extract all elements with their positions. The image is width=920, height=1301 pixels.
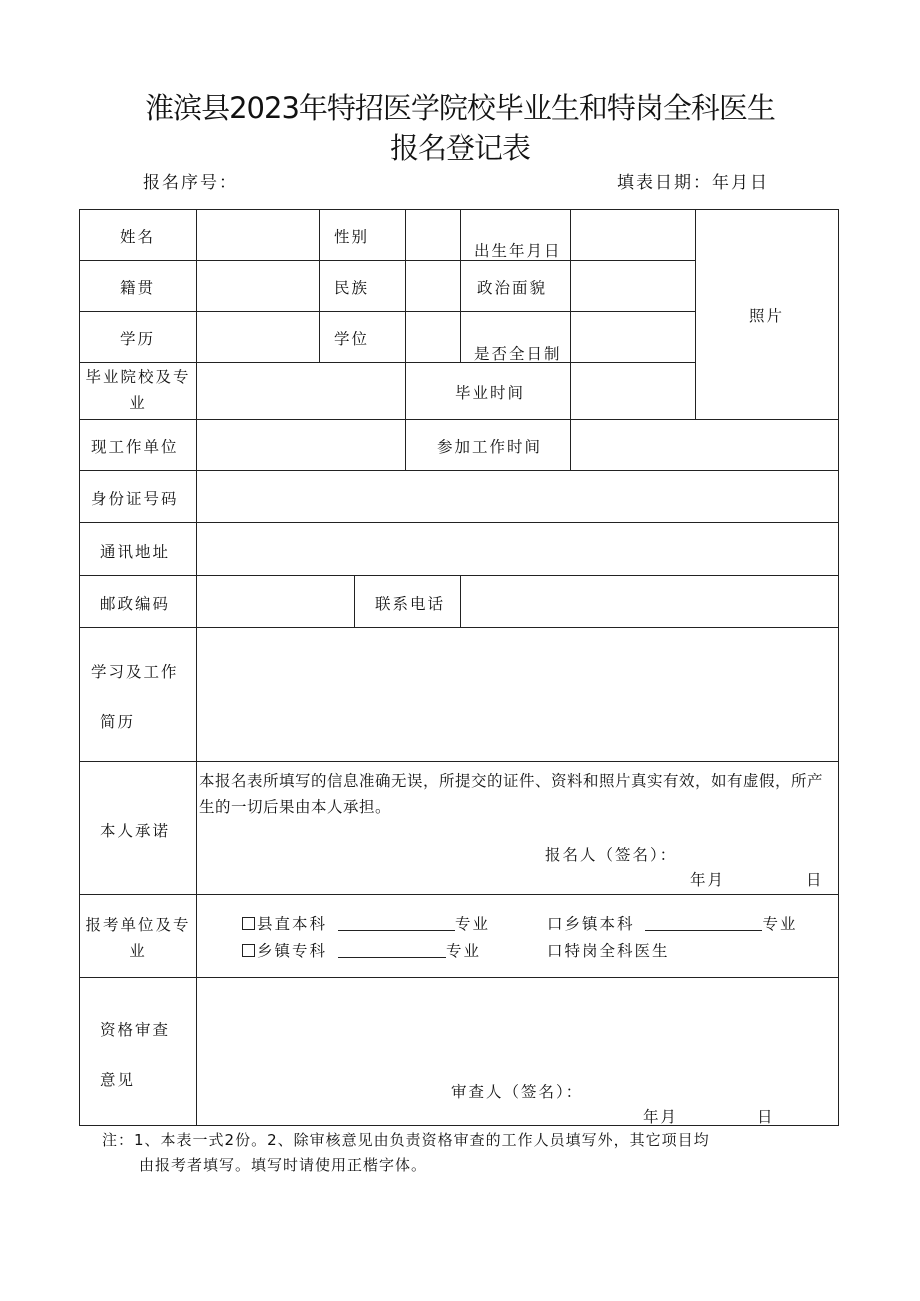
- label-phone: 联系电话: [375, 595, 446, 613]
- label-gender: 性别: [334, 228, 370, 246]
- checkbox-town-bachelor[interactable]: 口: [547, 915, 565, 933]
- serial-number-label: 报名序号：: [143, 173, 238, 193]
- label-resume-line2: 简历: [100, 713, 136, 731]
- review-signature-label: 审查人（签名）：: [451, 1083, 584, 1101]
- review-date-day: 日: [757, 1108, 775, 1126]
- label-postcode: 邮政编码: [100, 595, 171, 613]
- pledge-date-year-month: 年月: [690, 871, 726, 889]
- label-education: 学历: [120, 330, 156, 348]
- label-full-time: 是否全日制: [474, 345, 562, 363]
- option-town-bachelor[interactable]: 口乡镇本科 专业: [547, 915, 798, 933]
- checkbox-county-bachelor[interactable]: [242, 917, 255, 930]
- label-school-major: 毕业院校及专业: [85, 368, 191, 412]
- label-ethnicity: 民族: [334, 279, 370, 297]
- label-native-place: 籍贯: [120, 279, 156, 297]
- footnote-line1: 注：1、本表一式2份。2、除审核意见由负责资格审查的工作人员填写外，其它项目均: [102, 1131, 710, 1149]
- pledge-text: 本报名表所填写的信息准确无误，所提交的证件、资料和照片真实有效，如有虚假，所产生的一切后果由本人承担。: [199, 772, 824, 816]
- option-town-college[interactable]: 乡镇专科 专业: [242, 939, 481, 961]
- label-review-line1: 资格审查: [100, 1021, 171, 1039]
- option-special-gp[interactable]: 口特岗全科医生: [547, 942, 670, 960]
- label-id-number: 身份证号码: [91, 490, 179, 508]
- label-name: 姓名: [120, 228, 156, 246]
- review-date-year-month: 年月: [643, 1108, 679, 1126]
- label-work-start-time: 参加工作时间: [437, 438, 543, 456]
- label-degree: 学位: [334, 330, 370, 348]
- pledge-date-day: 日: [806, 871, 824, 889]
- checkbox-special-gp[interactable]: 口: [547, 942, 565, 960]
- blank-town-bachelor-major[interactable]: [645, 916, 762, 931]
- blank-town-college-major[interactable]: [338, 943, 446, 958]
- label-graduation-time: 毕业时间: [455, 384, 526, 402]
- form-title-line1: 淮滨县2023年特招医学院校毕业生和特岗全科医生: [145, 91, 775, 125]
- label-political-status: 政治面貌: [477, 279, 548, 297]
- blank-county-bachelor-major[interactable]: [338, 916, 455, 931]
- footnote-line2: 由报考者填写。填写时请使用正楷字体。: [139, 1156, 428, 1174]
- fill-date-label: 填表日期：年月日: [617, 173, 769, 193]
- label-resume-line1: 学习及工作: [91, 663, 179, 681]
- label-current-work-unit: 现工作单位: [91, 438, 179, 456]
- label-address: 通讯地址: [100, 543, 171, 561]
- pledge-signature-label: 报名人（签名）：: [545, 846, 678, 864]
- label-apply-unit: 报考单位及专业: [85, 916, 191, 960]
- label-review-line2: 意见: [100, 1071, 136, 1089]
- label-pledge: 本人承诺: [100, 822, 171, 840]
- option-county-bachelor[interactable]: 县直本科 专业: [242, 912, 490, 934]
- label-photo: 照片: [749, 307, 785, 325]
- checkbox-town-college[interactable]: [242, 944, 255, 957]
- form-title-line2: 报名登记表: [389, 131, 530, 165]
- label-birth-date: 出生年月日: [474, 242, 562, 260]
